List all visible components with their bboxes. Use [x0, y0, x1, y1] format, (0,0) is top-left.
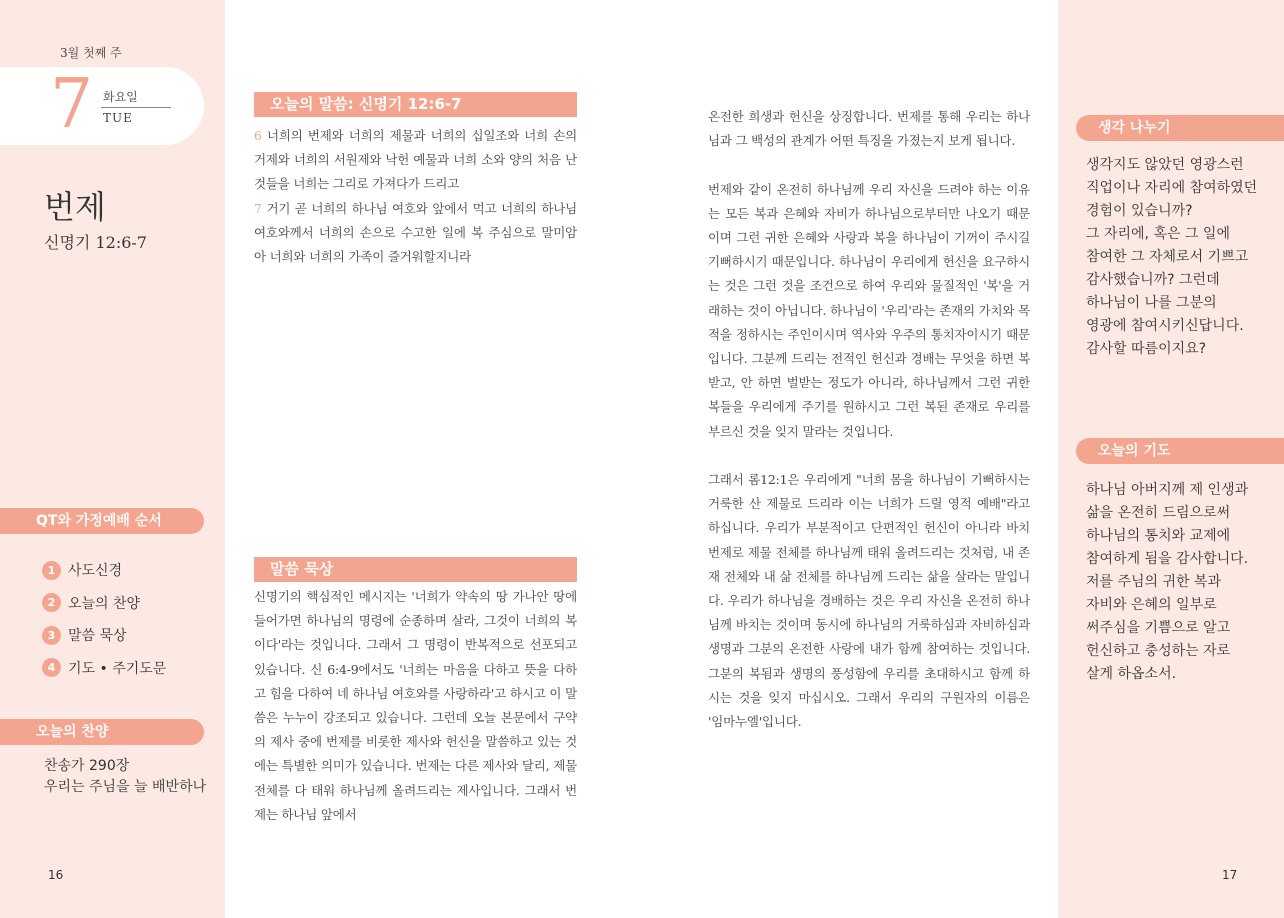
- order-list: [42, 554, 166, 684]
- text-line: 감사할 따름이지요?: [1086, 341, 1207, 357]
- day-english: TUE: [103, 111, 133, 125]
- day-korean: 화요일: [103, 90, 138, 104]
- verse-text: 너희의 번제와 너희의 제물과 너희의 십일조와 너희 손의 거제와 너희의 서원제와 낙헌 예물과 너희 소와 양의 처음 난 것들을 너희는 그리로 가져다가 드리고: [254, 128, 577, 192]
- scripture-text: [254, 124, 577, 269]
- list-item: [42, 652, 166, 685]
- prayer-section-label: 오늘의 기도: [1076, 438, 1284, 464]
- meditation-continued: [708, 105, 1030, 758]
- hymn-info: [44, 756, 206, 798]
- page-title: 번제: [44, 188, 106, 226]
- text-line: 저를 주님의 귀한 복과: [1086, 574, 1222, 590]
- text-line: 참여하게 됨을 감사합니다.: [1086, 551, 1249, 567]
- text-line: 감사했습니까? 그런데: [1086, 272, 1220, 288]
- list-item: [42, 619, 166, 652]
- page-reference: 신명기 12:6-7: [44, 233, 147, 252]
- day-number: 7: [50, 65, 94, 144]
- paragraph: 번제와 같이 온전히 하나님께 우리 자신을 드려야 하는 이유는 모든 복과 은혜와 자비가 하나님으로부터만 나오기 때문이며 그런 귀한 은혜와 사랑과 복을 하나님이 기꺼이 주시길 기뻐하시기 때문입니다. 하나님이 우리에게 헌신을 요구하시는 것은 그런 것을 조건으로 하여 우리와 물질적인 '복'을 거래하는 것이 아닙니다. 하나님이 '우리'라는 존재의 가치와 목적을 정하시는 주인이시며 역사와 우주의 통치자이시기 때문입니다. 그분께 드리는 전적인 헌신과 경배는 무엇을 하면 복받고, 안 하면 벌받는 정도가 아니라, 하나님께서 그런 귀한 복들을 우리에게 주기를 원하시고 그런 복된 존재로 우리를 부르신 것을 잊지 말라는 것입니다.: [708, 181, 1030, 439]
- number-badge: 1: [42, 561, 61, 580]
- text-line: 그 자리에, 혹은 그 일에: [1086, 226, 1230, 242]
- order-item-label: 오늘의 찬양: [68, 595, 141, 612]
- text-line: 하나님이 나를 그분의: [1086, 295, 1217, 311]
- list-item: [42, 554, 166, 587]
- week-label: 3월 첫째 주: [60, 46, 122, 60]
- text-line: 참여한 그 자체로서 기쁘고: [1086, 249, 1249, 265]
- order-section-label: QT와 가정예배 순서: [0, 508, 204, 534]
- text-line: 생각지도 않았던 영광스런: [1086, 157, 1244, 173]
- verse-text: 거기 곧 너희의 하나님 여호와 앞에서 먹고 너희의 하나님 여호와께서 너희의 손으로 수고한 일에 복 주심으로 말미암아 너희와 너희의 가족이 즐거워할지니라: [254, 200, 577, 265]
- prayer-text: [1086, 479, 1276, 686]
- hymn-section-label: 오늘의 찬양: [0, 719, 204, 745]
- verse-number: 7: [254, 200, 262, 216]
- meditation-label: 말씀 묵상: [254, 557, 577, 582]
- text-line: 영광에 참여시키신답니다.: [1086, 318, 1244, 334]
- text-line: 살게 하옵소서.: [1086, 666, 1177, 682]
- text-line: 경험이 있습니까?: [1086, 203, 1193, 219]
- page-number-left: 16: [48, 868, 64, 882]
- share-text: [1086, 154, 1276, 361]
- day-divider: [101, 107, 171, 108]
- text-line: 삶을 온전히 드림으로써: [1086, 505, 1231, 521]
- hymn-number: 찬송가 290장: [44, 758, 130, 774]
- scripture-label: 오늘의 말씀: 신명기 12:6-7: [254, 92, 577, 117]
- date-pill: [0, 67, 204, 145]
- text-line: 자비와 은혜의 일부로: [1086, 597, 1217, 613]
- text-line: 헌신하고 충성하는 자로: [1086, 643, 1231, 659]
- text-line: 하나님의 통치와 교제에: [1086, 528, 1231, 544]
- text-line: 하나님 아버지께 제 인생과: [1086, 482, 1249, 498]
- page-number-right: 17: [1222, 868, 1238, 882]
- number-badge: 4: [42, 658, 61, 677]
- order-item-label: 말씀 묵상: [68, 628, 127, 645]
- share-section-label: 생각 나누기: [1076, 115, 1284, 141]
- number-badge: 2: [42, 593, 61, 612]
- verse-number: 6: [254, 128, 262, 143]
- order-item-label: 사도신경: [68, 563, 123, 580]
- text-line: 직업이나 자리에 참여하였던: [1086, 180, 1258, 196]
- list-item: [42, 587, 166, 620]
- number-badge: 3: [42, 626, 61, 645]
- order-item-label: 기도 • 주기도문: [68, 660, 167, 677]
- hymn-title: 우리는 주님을 늘 배반하나: [44, 779, 207, 795]
- meditation-text: 신명기의 핵심적인 메시지는 '너희가 약속의 땅 가나안 땅에 들어가면 하나님의 명령에 순종하며 살라, 그것이 너희의 복이다'라는 것입니다. 그래서 그 명령이 반복적으로 선포되고 있습니다. 신 6:4-9에서도 '너희는 마음을 다하고 뜻을 다하고 힘을 다하여 네 하나님 여호와를 사랑하라'고 하시고 이 말씀은 누누이 강조되고 있습니다. 그런데 오늘 본문에서 구약의 제사 중에 번제를 비롯한 제사와 헌신을 말씀하고 있는 것에는 특별한 의미가 있습니다. 번제는 다른 제사와 달리, 제물 전체를 다 태워 하나님께 올려드리는 제사입니다. 그래서 번제는 하나님 앞에서: [254, 589, 577, 822]
- paragraph: 온전한 희생과 헌신을 상징합니다. 번제를 통해 우리는 하나님과 그 백성의 관계가 어떤 특징을 가졌는지 보게 됩니다.: [708, 109, 1030, 149]
- text-line: 써주심을 기쁨으로 알고: [1086, 620, 1231, 636]
- paragraph: 그래서 롬12:1은 우리에게 "너희 몸을 하나님이 기뻐하시는 거룩한 산 제물로 드리라 이는 너희가 드릴 영적 예배"라고 하십니다. 우리가 부분적이고 단편적인 헌신이 아니라 바치 번제로 제물 전체를 하나님께 태워 올려드리는 것처럼, 내 존재 전체와 내 삶 전체를 하나님께 드리는 삶을 살라는 말입니다. 우리가 하나님을 경배하는 것은 우리 자신을 온전히 하나님께 바치는 것이며 동시에 하나님의 거룩하심과 자비하심과 생명과 그분의 온전한 사랑에 내가 함께 참여하는 것입니다. 그분의 복됨과 생명의 풍성함에 우리를 초대하시고 함께 하시는 것을 잊지 마십시오. 그래서 우리의 구원자의 이름은 '임마누엘'입니다.: [708, 472, 1030, 730]
